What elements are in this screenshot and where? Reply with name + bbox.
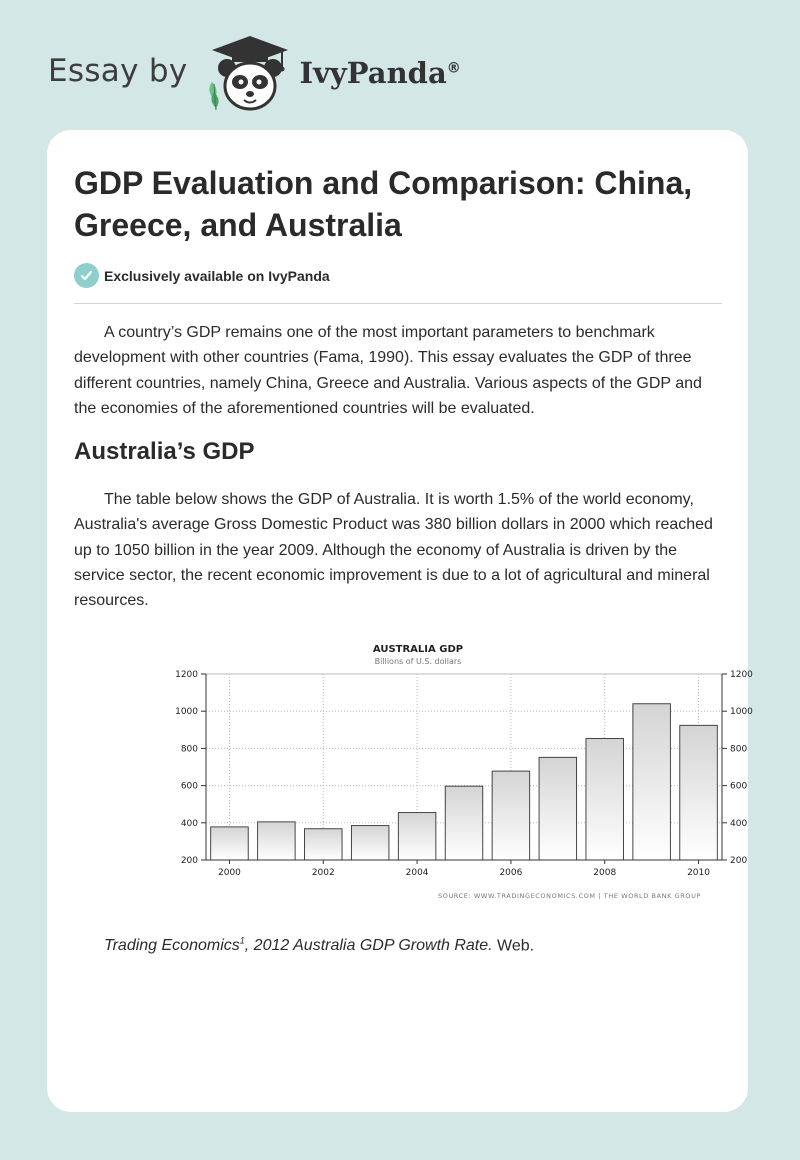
exclusive-label: Exclusively available on IvyPanda [104, 267, 330, 284]
y-tick-label-left: 200 [180, 856, 198, 866]
x-tick-label: 2000 [218, 868, 241, 878]
y-tick-label-left: 1000 [175, 707, 198, 718]
article-title: GDP Evaluation and Comparison: China, Greece, and Australia [74, 165, 693, 243]
x-tick-label: 2006 [499, 868, 523, 878]
brand-header[interactable] [48, 34, 461, 114]
brand-name: IvyPanda® [299, 56, 461, 90]
australia-gdp-chart [120, 634, 753, 910]
y-tick-label-right: 1200 [730, 670, 753, 680]
bar-2007 [539, 757, 577, 860]
chart-title: AUSTRALIA GDP [372, 644, 464, 655]
y-tick-label-right: 1000 [730, 707, 753, 718]
bar-2005 [445, 786, 483, 860]
chart-source: SOURCE: WWW.TRADINGECONOMICS.COM | THE WORLD BANK GROUP [438, 892, 701, 900]
bar-2009 [633, 704, 671, 860]
divider [74, 303, 722, 304]
x-tick-label: 2010 [687, 868, 710, 878]
brand-prefix: Essay by [48, 53, 188, 89]
bar-2000 [211, 827, 249, 860]
bar-2008 [586, 739, 624, 860]
section-heading: Australia’s GDP [74, 438, 255, 465]
y-tick-label-left: 800 [180, 744, 198, 755]
panda-logo-icon [202, 34, 298, 114]
y-tick-label-right: 800 [730, 744, 748, 755]
x-tick-label: 2008 [593, 868, 617, 878]
y-tick-label-left: 1200 [175, 670, 198, 680]
check-icon [74, 263, 99, 288]
bar-2010 [680, 725, 718, 860]
body-paragraph: The table below shows the GDP of Australia. It is worth 1.5% of the world economy, Australia's average Gross Domestic Product was 380 billion dollars in 2000 which reached up to 1050 billion in the year 2009. Although the economy of Australia is driven by the service sector, the recent economic improvement is due to a lot of agricultural and mineral resources. [74, 491, 713, 610]
bar-2006 [492, 771, 530, 860]
y-tick-label-right: 600 [730, 781, 748, 792]
bar-2002 [305, 829, 343, 860]
bar-2003 [351, 826, 389, 860]
exclusive-badge [74, 263, 330, 288]
bar-2001 [258, 822, 296, 860]
x-tick-label: 2004 [405, 868, 429, 878]
chart-subtitle: Billions of U.S. dollars [374, 657, 462, 666]
article-card [47, 130, 753, 1112]
x-tick-label: 2002 [311, 868, 335, 878]
y-tick-label-right: 200 [730, 856, 748, 866]
y-tick-label-left: 600 [180, 781, 198, 792]
chart-caption: Trading Economics$^1$, 2012 Australia GDP Growth Rate. Web. [104, 936, 535, 955]
intro-paragraph: A country’s GDP remains one of the most important parameters to benchmark development with other countries (Fama, 1990). This essay evaluates the GDP of three different countries, namely China, Greece and Australia. Various aspects of the GDP and the economies of the aforementioned countries will be evaluated. [74, 324, 702, 417]
y-tick-label-left: 400 [180, 818, 198, 829]
y-tick-label-right: 400 [730, 818, 748, 829]
bar-2004 [398, 813, 436, 860]
